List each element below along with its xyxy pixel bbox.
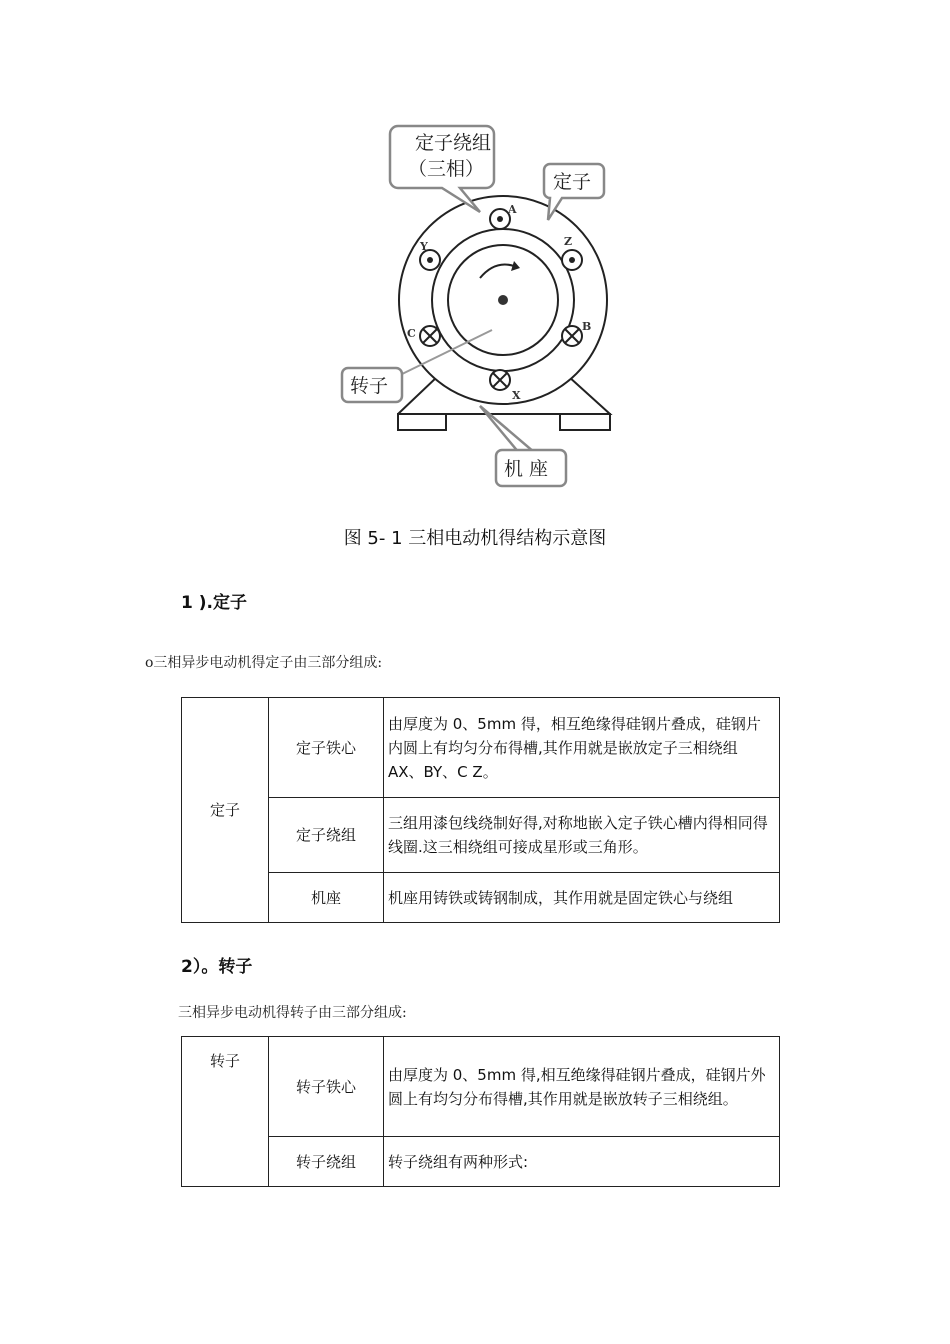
callout-frame [480,406,566,486]
phase-letter-a: A [508,203,517,216]
figure-caption: 图 5- 1 三相电动机得结构示意图 [343,528,607,549]
phase-letter-b: B [582,320,592,333]
winding-slot-y [420,250,440,270]
winding-slot-b [562,326,582,346]
rotor-table [181,1036,780,1187]
section1-heading: 1 ).定子 [181,593,247,613]
callout-stator-label: 定子 [553,171,592,193]
desc-cell: 由厚度为 0、5mm 得,相互绝缘得硅钢片叠成，硅钢片外圆上有均匀分布得槽,其作用就是嵌放转子三相绕组。 [384,1037,780,1137]
winding-slot-c [420,326,440,346]
winding-slot-a [490,209,510,229]
desc-cell: 由厚度为 0、5mm 得，相互绝缘得硅钢片叠成，硅钢片内圆上有均匀分布得槽,其作用就是嵌放定子三相绕组 AX、BY、C Z。 [384,698,780,798]
table-row [182,698,780,798]
table-row [182,1137,780,1187]
phase-letter-z: Z [564,235,573,248]
stator-group-cell: 定子 [182,698,269,923]
motor-diagram-svg [330,118,630,498]
part-cell: 定子铁心 [269,698,384,798]
section1-intro: ο三相异步电动机得定子由三部分组成: [145,655,383,671]
winding-slot-z [562,250,582,270]
motor-diagram [330,118,630,498]
callout-frame-label: 机 座 [504,458,549,480]
rotor-shaft [498,295,508,305]
table-row [182,1037,780,1137]
section2-heading: 2）。转子 [181,957,253,977]
callout-winding-sublabel: （三相） [408,158,485,180]
table-row [182,873,780,923]
part-cell: 机座 [269,873,384,923]
callout-winding-label: 定子绕组 [415,132,492,154]
part-cell: 定子绕组 [269,798,384,873]
desc-cell: 三组用漆包线绕制好得,对称地嵌入定子铁心槽内得相同得线圈.这三相绕组可接成星形或三角形。 [384,798,780,873]
stator-table [181,697,780,923]
part-cell: 转子铁心 [269,1037,384,1137]
phase-letter-y: Y [420,240,428,253]
desc-cell: 转子绕组有两种形式: [384,1137,780,1187]
section2-intro: 三相异步电动机得转子由三部分组成: [178,1005,407,1021]
phase-letter-x: X [512,389,521,402]
table-row [182,798,780,873]
phase-letter-c: C [407,327,416,340]
part-cell: 转子绕组 [269,1137,384,1187]
callout-rotor-label: 转子 [350,375,389,397]
desc-cell: 机座用铸铁或铸钢制成，其作用就是固定铁心与绕组 [384,873,780,923]
winding-slot-x [490,370,510,390]
rotor-group-cell: 转子 [182,1037,269,1187]
callout-stator [544,164,604,220]
